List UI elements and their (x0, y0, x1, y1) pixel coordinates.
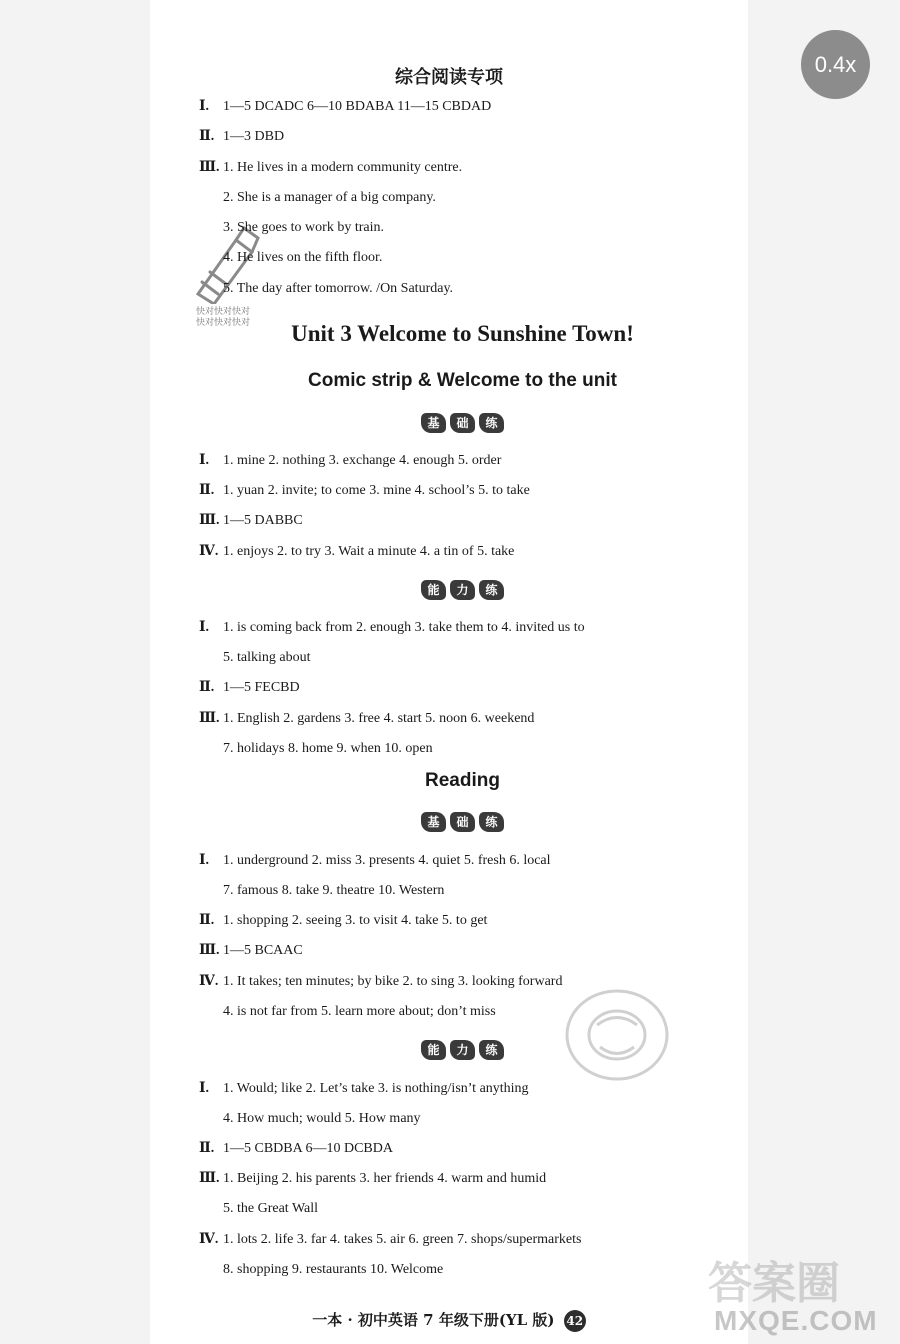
answer-text: 1. enjoys 2. to try 3. Wait a minute 4. a tin of 5. take (223, 544, 515, 559)
answer-text: 5. The day after tomorrow. /On Saturday. (223, 281, 454, 296)
tag-char: 力 (450, 1040, 475, 1060)
tag-char: 练 (479, 580, 504, 600)
watermark-chars: 答案圈 (708, 1258, 840, 1309)
tag-ability-practice (150, 580, 775, 600)
roman-numeral: Ⅳ. (199, 974, 219, 989)
answer-text: 1—5 BCAAC (223, 943, 303, 958)
unit-title: Unit 3 Welcome to Sunshine Town! (291, 321, 634, 346)
roman-numeral: Ⅲ. (199, 711, 220, 726)
roman-numeral: Ⅱ. (199, 680, 215, 695)
tag-char: 力 (450, 580, 475, 600)
roman-numeral: Ⅰ. (199, 853, 210, 868)
roman-numeral: Ⅲ. (199, 943, 220, 958)
answer-text: 3. She goes to work by train. (223, 220, 384, 235)
page-footer (150, 1309, 748, 1332)
answer-text: 1. lots 2. life 3. far 4. takes 5. air 6. green 7. shops/supermarkets (223, 1232, 582, 1247)
stamp-line: 快对快对快对 (196, 318, 251, 328)
tag-char: 练 (479, 413, 504, 433)
answer-text: 1—5 FECBD (223, 680, 300, 695)
answer-text: 1—5 DCADC 6—10 BDABA 11—15 CBDAD (223, 99, 492, 114)
tag-char: 础 (450, 413, 475, 433)
roman-numeral: Ⅱ. (199, 483, 215, 498)
answer-text: 1. yuan 2. invite; to come 3. mine 4. school’s 5. to take (223, 483, 530, 498)
answer-text: 5. the Great Wall (223, 1201, 319, 1216)
tag-char: 练 (479, 812, 504, 832)
answer-text: 7. famous 8. take 9. theatre 10. Western (223, 883, 445, 898)
roman-numeral: Ⅲ. (199, 1171, 220, 1186)
tag-char: 基 (421, 812, 446, 832)
tag-char: 能 (421, 580, 446, 600)
answer-text: 1. is coming back from 2. enough 3. take them to 4. invited us to (223, 620, 585, 635)
section-heading-reading-en: Reading (425, 770, 500, 791)
tag-char: 基 (421, 413, 446, 433)
roman-numeral: Ⅳ. (199, 544, 219, 559)
roman-numeral: Ⅲ. (199, 513, 220, 528)
page-number: 42 (564, 1310, 586, 1332)
tag-basic-practice (150, 812, 775, 832)
roman-numeral: Ⅰ. (199, 620, 210, 635)
answer-text: 1. underground 2. miss 3. presents 4. quiet 5. fresh 6. local (223, 853, 551, 868)
answer-text: 4. is not far from 5. learn more about; don’t miss (223, 1004, 496, 1019)
answer-text: 1—3 DBD (223, 129, 285, 144)
answer-text: 2. She is a manager of a big company. (223, 190, 436, 205)
answer-text: 1. English 2. gardens 3. free 4. start 5. noon 6. weekend (223, 711, 535, 726)
answer-text: 1. Beijing 2. his parents 3. her friends 4. warm and humid (223, 1171, 547, 1186)
roman-numeral: Ⅱ. (199, 913, 215, 928)
answer-text: 1. He lives in a modern community centre. (223, 160, 463, 175)
answer-text: 1—5 DABBC (223, 513, 303, 528)
roman-numeral: Ⅱ. (199, 129, 215, 144)
answer-text: 8. shopping 9. restaurants 10. Welcome (223, 1262, 444, 1277)
answer-text: 1. Would; like 2. Let’s take 3. is nothing/isn’t anything (223, 1081, 529, 1096)
answer-text: 1—5 CBDBA 6—10 DCBDA (223, 1141, 393, 1156)
answer-text: 1. mine 2. nothing 3. exchange 4. enough 5. order (223, 453, 502, 468)
roman-numeral: Ⅳ. (199, 1232, 219, 1247)
tag-ability-practice (150, 1040, 775, 1060)
section-heading-comic: Comic strip & Welcome to the unit (308, 370, 617, 391)
answer-text: 1. shopping 2. seeing 3. to visit 4. take 5. to get (223, 913, 488, 928)
answer-text: 1. It takes; ten minutes; by bike 2. to sing 3. looking forward (223, 974, 563, 989)
tag-basic-practice (150, 413, 775, 433)
zoom-indicator[interactable]: 0.4x (801, 30, 870, 99)
roman-numeral: Ⅰ. (199, 453, 210, 468)
answer-text: 4. How much; would 5. How many (223, 1111, 421, 1126)
footer-text: 一本 · 初中英语 7 年级下册(YL 版) (312, 1311, 555, 1329)
section-heading-reading: 综合阅读专项 (395, 67, 503, 88)
tag-char: 练 (479, 1040, 504, 1060)
answer-text: 4. He lives on the fifth floor. (223, 250, 383, 265)
seal-stamp-icon (562, 985, 672, 1085)
tag-char: 础 (450, 812, 475, 832)
stamp-line: 快对快对快对 (196, 307, 251, 317)
roman-numeral: Ⅲ. (199, 160, 220, 175)
roman-numeral: Ⅰ. (199, 99, 210, 114)
tag-char: 能 (421, 1040, 446, 1060)
roman-numeral: Ⅰ. (199, 1081, 210, 1096)
roman-numeral: Ⅱ. (199, 1141, 215, 1156)
watermark-url: MXQE.COM (714, 1305, 878, 1336)
answer-text: 7. holidays 8. home 9. when 10. open (223, 741, 433, 756)
answer-text: 5. talking about (223, 650, 311, 665)
